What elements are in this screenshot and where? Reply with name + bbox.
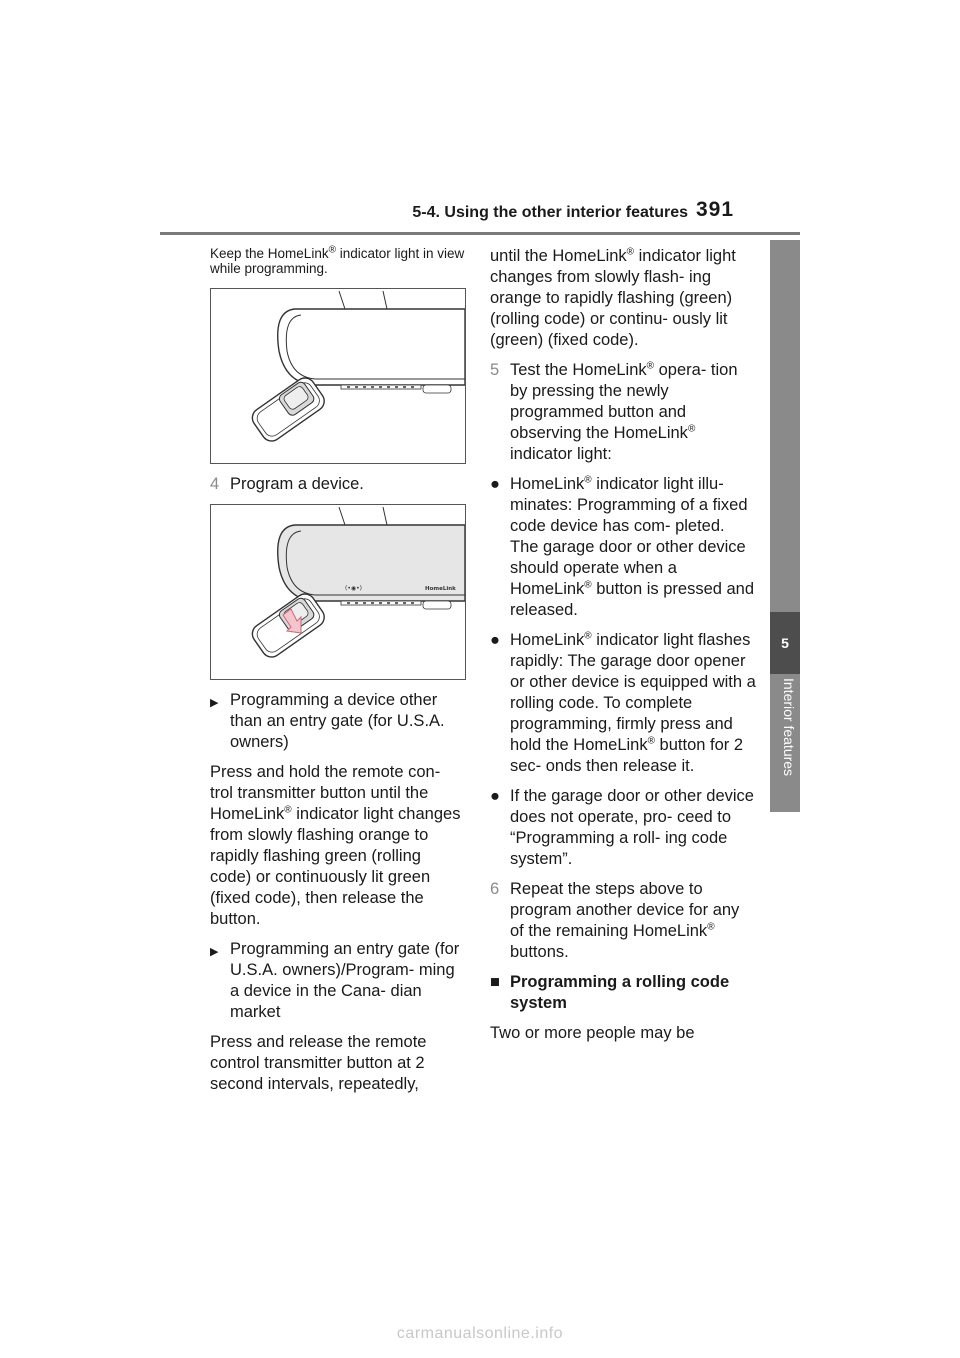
- bullet-dot-icon: ●: [490, 631, 500, 649]
- step-number: 5: [490, 361, 500, 379]
- page-number: 391: [696, 198, 735, 221]
- bullet-dot-icon: ●: [490, 787, 500, 805]
- subheading-entry-gate: ▶ Programming an entry gate (for U.S.A. owners)/Program- ming a device in the Cana- dian market: [210, 940, 460, 1021]
- indicator-light-label: (•◉•): [345, 585, 362, 592]
- left-column: [210, 246, 466, 1104]
- watermark: carmanualsonline.info: [396, 1325, 564, 1342]
- homelink-logo-label: HomeLink: [425, 586, 456, 592]
- step-number: 6: [490, 880, 500, 898]
- mirror-illustration-2: [210, 504, 466, 680]
- heading-rolling-code: ■ Programming a rolling code system: [490, 973, 730, 1012]
- paragraph-two-people: Two or more people may be: [490, 1024, 695, 1042]
- step-4: [210, 474, 466, 495]
- paragraph-press-hold: Press and hold the remote con- trol transmitter button until the HomeLink® indicator light changes from slowly flashing orange to rapidly flashing green (rolling code) or continuously lit green (fixed code), then release the button.: [210, 763, 461, 928]
- chapter-label: Interior features: [781, 678, 797, 777]
- mirror-remote-drawing-1: [211, 289, 465, 463]
- right-column: [490, 246, 756, 1053]
- subheading-device: ▶ Programming a device other than an entry gate (for U.S.A. owners): [210, 691, 445, 751]
- bullet-does-not-operate: ● If the garage door or other device does not operate, pro- ceed to “Programming a roll- ing code system”.: [490, 787, 754, 868]
- square-bullet-icon: ■: [490, 973, 500, 991]
- step-text: Test the HomeLink® opera- tion by pressing the newly programmed button and observing the HomeLink® indicator light:: [510, 360, 738, 463]
- step-5: [490, 360, 756, 465]
- step-number: 4: [210, 475, 220, 493]
- mirror-illustration-1: [210, 288, 466, 464]
- header-divider: [160, 232, 800, 235]
- paragraph-press-release: Press and release the remote control transmitter button at 2 second intervals, repeatedly,: [210, 1033, 427, 1093]
- triangle-bullet-icon: ▶: [210, 946, 219, 958]
- section-title: 5-4. Using the other interior features: [412, 204, 688, 221]
- step-text: Program a device.: [230, 475, 364, 493]
- intro-text: Keep the HomeLink® indicator light in view while programming.: [210, 244, 465, 276]
- side-tab-bar: [770, 240, 800, 614]
- bullet-flashes: ● HomeLink® indicator light flashes rapidly: The garage door opener or other device is equipped with a rolling code. To complete programming, firmly press and hold the HomeLink® button for 2 sec- onds then release it.: [490, 630, 756, 775]
- step-6: [490, 879, 756, 963]
- mirror-remote-drawing-2: [211, 505, 465, 679]
- chapter-tab: [770, 674, 800, 812]
- triangle-bullet-icon: ▶: [210, 697, 219, 709]
- bullet-illuminates: ● HomeLink® indicator light illu- minates: Programming of a fixed code device has com- pleted. The garage door or other device should operate when a HomeLink® button is pressed and released.: [490, 474, 755, 619]
- chapter-number: 5: [770, 612, 800, 674]
- paragraph-continued: until the HomeLink® indicator light changes from slowly flash- ing orange to rapidly flashing (green) (rolling code) or continu- ously lit (green) (fixed code).: [490, 246, 736, 349]
- step-text: Repeat the steps above to program another device for any of the remaining HomeLink® buttons.: [510, 880, 740, 961]
- bullet-dot-icon: ●: [490, 475, 500, 493]
